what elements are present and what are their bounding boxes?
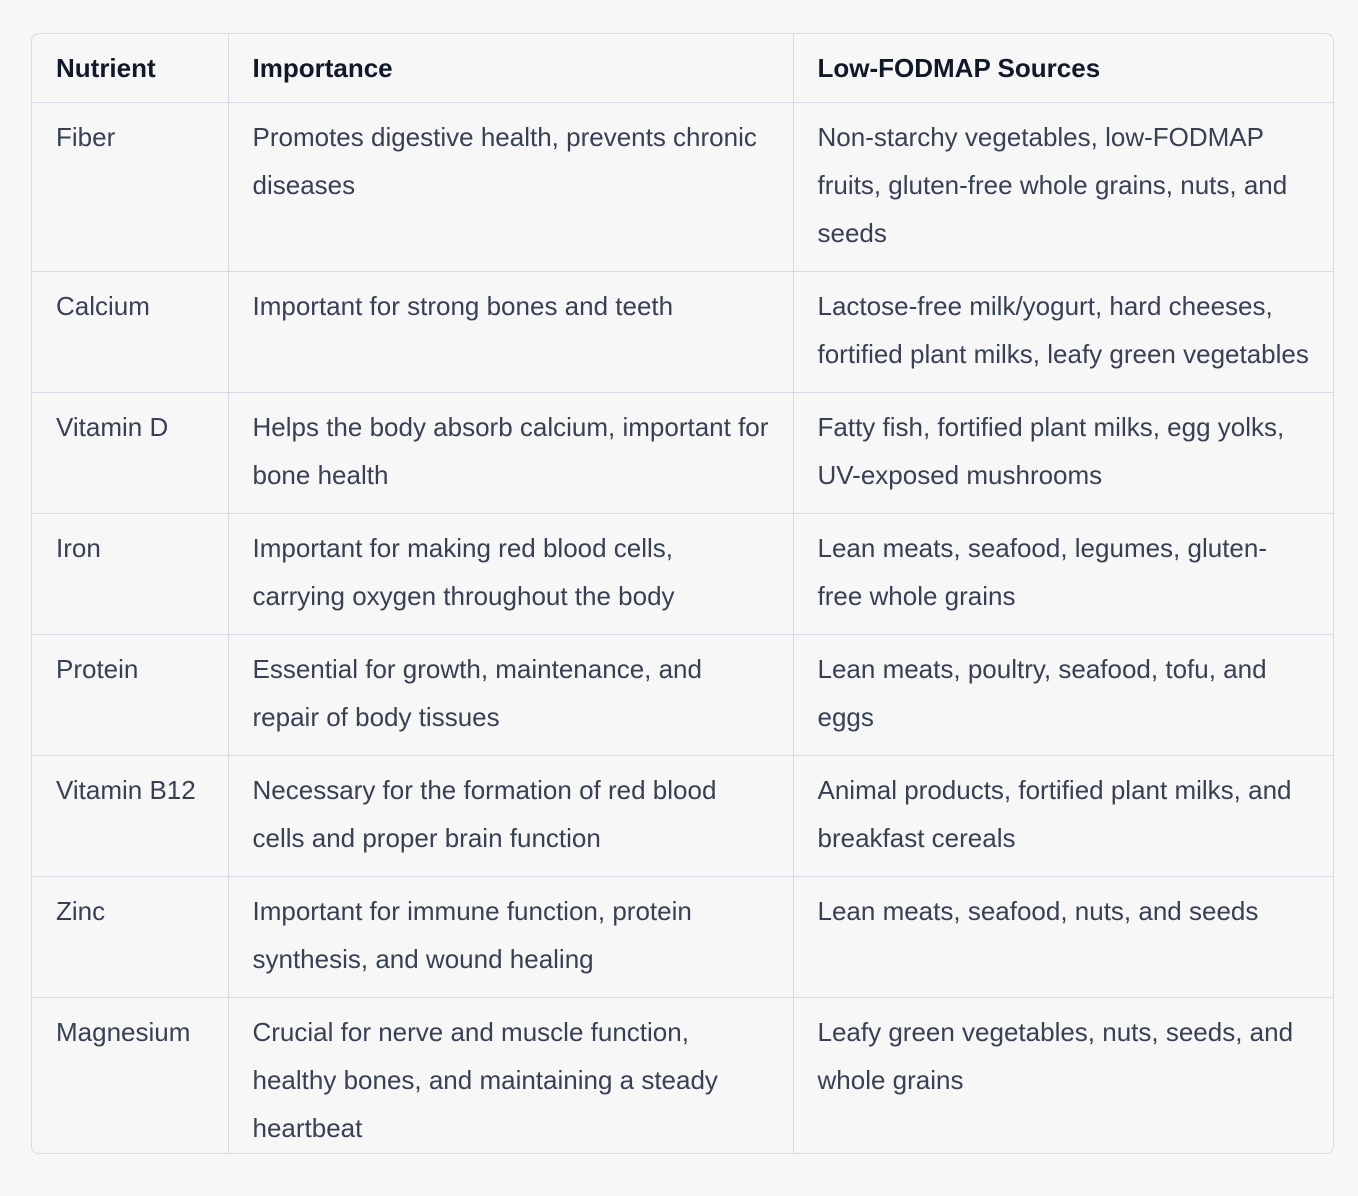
cell-nutrient: Vitamin B12	[32, 756, 228, 877]
cell-sources: Animal products, fortified plant milks, and breakfast cereals	[793, 756, 1333, 877]
table-row	[32, 877, 1333, 998]
cell-importance: Important for making red blood cells, carrying oxygen throughout the body	[228, 514, 793, 635]
cell-importance: Essential for growth, maintenance, and repair of body tissues	[228, 635, 793, 756]
header-nutrient: Nutrient	[32, 34, 228, 103]
cell-sources: Fatty fish, fortified plant milks, egg yolks, UV-exposed mushrooms	[793, 393, 1333, 514]
cell-nutrient: Calcium	[32, 272, 228, 393]
cell-nutrient: Zinc	[32, 877, 228, 998]
cell-sources: Lactose-free milk/yogurt, hard cheeses, fortified plant milks, leafy green vegetables	[793, 272, 1333, 393]
header-importance: Importance	[228, 34, 793, 103]
table-body	[32, 103, 1333, 1155]
cell-sources: Non-starchy vegetables, low-FODMAP fruits, gluten-free whole grains, nuts, and seeds	[793, 103, 1333, 272]
cell-sources: Lean meats, seafood, legumes, gluten-free whole grains	[793, 514, 1333, 635]
cell-sources: Lean meats, seafood, nuts, and seeds	[793, 877, 1333, 998]
header-sources: Low-FODMAP Sources	[793, 34, 1333, 103]
cell-importance: Necessary for the formation of red blood cells and proper brain function	[228, 756, 793, 877]
cell-nutrient: Protein	[32, 635, 228, 756]
table-row	[32, 998, 1333, 1155]
cell-sources: Leafy green vegetables, nuts, seeds, and whole grains	[817, 1017, 1294, 1095]
header-row	[32, 34, 1333, 103]
nutrient-table-container	[31, 33, 1334, 1154]
table-row	[32, 635, 1333, 756]
cell-importance: Important for immune function, protein synthesis, and wound healing	[228, 877, 793, 998]
cell-nutrient: Magnesium	[32, 998, 228, 1155]
cell-nutrient: Vitamin D	[32, 393, 228, 514]
cell-importance: Helps the body absorb calcium, important for bone health	[228, 393, 793, 514]
table-row	[32, 272, 1333, 393]
table-row	[32, 393, 1333, 514]
cell-importance: Important for strong bones and teeth	[228, 272, 793, 393]
cell-importance: Crucial for nerve and muscle function, healthy bones, and maintaining a steady heartbeat	[228, 998, 793, 1155]
table-header	[32, 34, 1333, 103]
cell-importance: Promotes digestive health, prevents chronic diseases	[228, 103, 793, 272]
cell-nutrient: Iron	[32, 514, 228, 635]
table-row	[32, 103, 1333, 272]
table-row	[32, 514, 1333, 635]
cell-nutrient: Fiber	[32, 103, 228, 272]
table-row	[32, 756, 1333, 877]
nutrient-table	[32, 34, 1333, 1154]
cell-sources: Lean meats, poultry, seafood, tofu, and eggs	[793, 635, 1333, 756]
